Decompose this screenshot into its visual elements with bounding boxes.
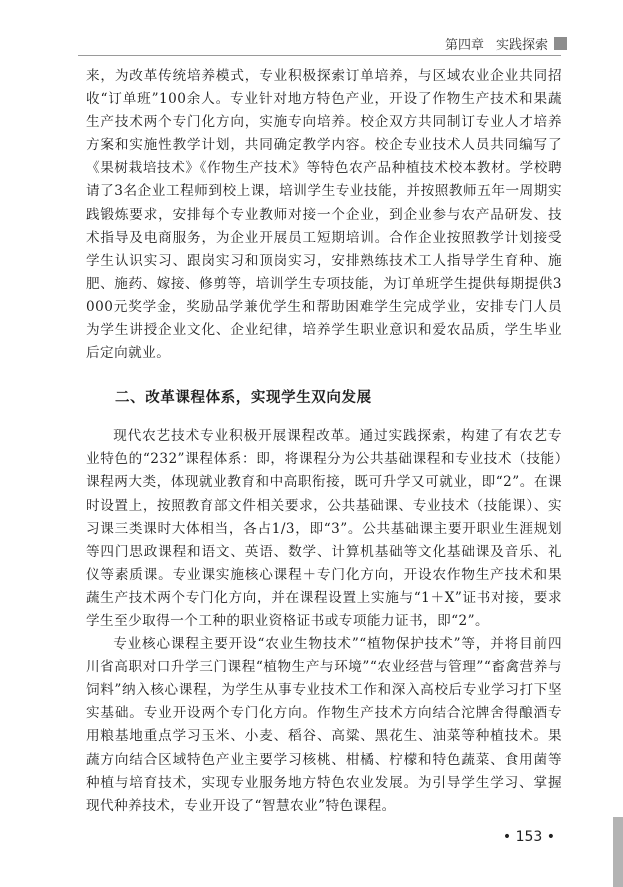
paragraph-core-courses: 专业核心课程主要开设“农业生物技术”“植物保护技术”等，并将目前四川省高职对口升学三门课程“植物生产与环境”“农业经营与管理”“畜禽营养与饲料”纳入核心课程，为学生从事专业技术工作和深入高校后专业学习打下坚实基础。专业开设两个专门化方向。作物生产技术方向结合沱牌舍得酿酒专用粮基地重点学习玉米、小麦、稻谷、高粱、黑花生、油菜等种植技术。果蔬方向结合区域特色产业主要学习核桃、柑橘、柠檬和特色蔬菜、食用菌等种植与培育技术，实现专业服务地方特色农业发展。为引导学生学习、掌握现代种养技术，专业开设了“智慧农业”特色课程。 bbox=[86, 636, 562, 814]
page-body bbox=[86, 65, 562, 818]
chapter-number: 第四章 bbox=[444, 38, 484, 53]
header-marker-square bbox=[554, 37, 567, 50]
section-heading: 二、改革课程体系，实现学生双向发展 bbox=[115, 390, 372, 407]
running-head bbox=[445, 34, 567, 53]
paragraph-continuation: 来，为改革传统培养模式，专业积极探索订单培养，与区域农业企业共同招收“订单班”100余人。专业针对地方特色产业，开设了作物生产技术和果蔬生产技术两个专门化方向，实施专向培养。校企双方共同制订专业人才培养方案和实施性教学计划，共同确定教学内容。校企专业技术人员共同编写了《果树栽培技术》《作物生产技术》等特色农产品种植技术校本教材。学校聘请了3名企业工程师到校上课，培训学生专业技能，并按照教师五年一周期实践锻炼要求，安排每个专业教师对接一个企业，到企业参与农产品研发、技术指导及电商服务，为企业开展员工短期培训。合作企业按照教学计划接受学生认识实习、跟岗实习和顶岗实习，安排熟练技术工人指导学生育种、施肥、施药、嫁接、修剪等，培训学生专项技能，为订单班学生提供每期提供3000元奖学金，奖励品学兼优学生和帮助困难学生完成学业，安排专门人员为学生讲授企业文化、企业纪律，培养学生职业意识和爱农品质，学生毕业后定向就业。 bbox=[86, 68, 562, 362]
header-rule bbox=[78, 55, 561, 56]
chapter-title: 实践探索 bbox=[495, 38, 548, 53]
paragraph-curriculum-reform: 现代农艺技术专业积极开展课程改革。通过实践探索，构建了有农艺专业特色的“232”课程体系：即，将课程分为公共基础课程和专业技术（技能）课程两大类，体现就业教育和中高职衔接，既可升学又可就业，即“2”。在课时设置上，按照教育部文件相关要求，公共基础课、专业技术（技能课）、实习课三类课时大体相当，各占1/3，即“3”。公共基础课主要开职业生涯规划等四门思政课程和语文、英语、数学、计算机基础等文化基础课及音乐、礼仪等素质课。专业课实施核心课程＋专门化方向，开设农作物生产技术和果蔬生产技术两个专门化方向，并在课程设置上实施与“1＋X”证书对接，要求学生至少取得一个工种的职业资格证书或专项能力证书，即“2”。 bbox=[86, 428, 562, 629]
page-number: • 153 • bbox=[502, 829, 555, 845]
page-edge-tab bbox=[613, 817, 623, 887]
